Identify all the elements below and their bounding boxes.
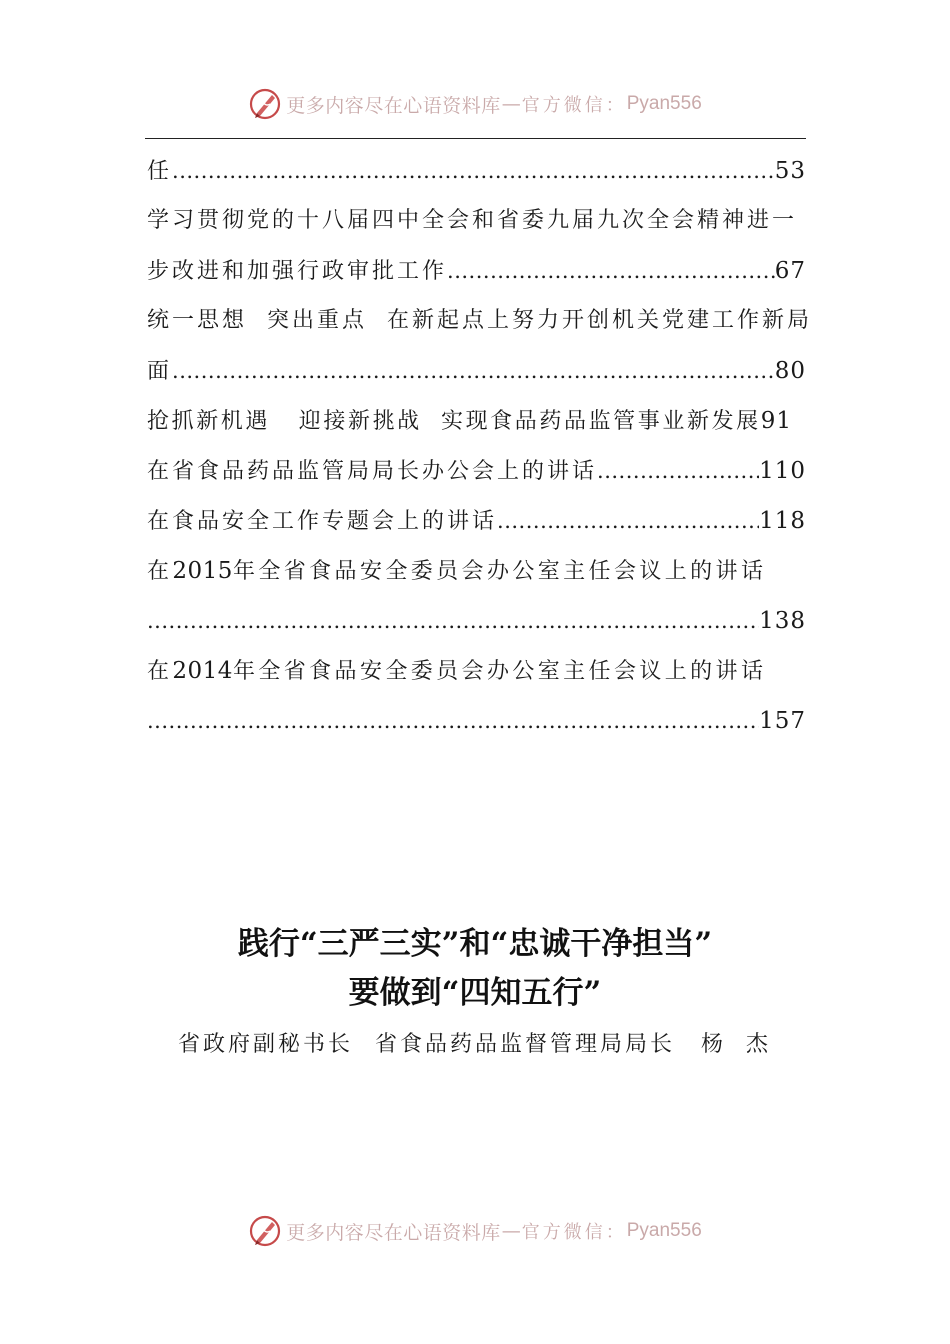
- toc-entry-title: 步改进和加强行政审批工作: [147, 259, 448, 284]
- watermark-wechat-label: 官方微信：: [521, 1222, 627, 1243]
- toc-entry[interactable]: [147, 396, 806, 446]
- watermark-brand: [248, 87, 702, 121]
- watermark-text: 更多内容尽在心语资料库: [286, 1221, 501, 1244]
- toc-page-number: 67: [774, 258, 806, 284]
- toc-page-number: 80: [774, 358, 806, 384]
- header-watermark: [0, 84, 950, 124]
- toc-entry[interactable]: [147, 346, 806, 396]
- toc-entry-year: 2015: [172, 558, 233, 584]
- toc-entry-suffix: 年全省食品安全委员会办公室主任会议上的讲话: [232, 559, 767, 584]
- watermark-separator: —: [501, 1220, 521, 1242]
- toc-entry-prefix: 在: [147, 659, 173, 684]
- watermark-wechat-id: Pyan556: [626, 93, 702, 114]
- toc-entry[interactable]: [147, 496, 806, 546]
- author-position-1: 省政府副秘书长: [178, 1032, 354, 1057]
- toc-entry[interactable]: [147, 696, 806, 746]
- toc-leader: [172, 346, 775, 396]
- watermark-brand: [248, 1214, 702, 1248]
- toc-entry-title: 在食品安全工作专题会上的讲话: [147, 509, 498, 534]
- watermark-wechat-label: 官方微信：: [521, 95, 627, 116]
- toc-entry-title: 任: [147, 159, 173, 184]
- toc-entry-prefix: 在: [147, 559, 173, 584]
- toc-entry[interactable]: [147, 296, 812, 346]
- toc-page-number: 138: [759, 608, 806, 634]
- toc-leader: [172, 146, 775, 196]
- toc-entry-title: 统一思想 突出重点 在新起点上努力开创机关党建工作新局: [147, 308, 812, 333]
- toc-leader: [597, 446, 759, 496]
- toc-entry-suffix: 年全省食品安全委员会办公室主任会议上的讲话: [232, 659, 767, 684]
- author-position-2: 省食品药品监督管理局局长: [375, 1032, 676, 1057]
- toc-entry[interactable]: [147, 446, 806, 496]
- author-name: 杨 杰: [701, 1032, 772, 1057]
- watermark-separator: —: [501, 93, 521, 115]
- toc-entry-title: 面: [147, 359, 173, 384]
- author-byline: [178, 1027, 771, 1058]
- article-title-line2: 要做到“四知五行”: [348, 975, 602, 1011]
- footer-watermark: [0, 1211, 950, 1251]
- toc-leader: [447, 246, 775, 296]
- toc-page-number: 118: [759, 508, 806, 534]
- toc-page-number: 157: [759, 708, 806, 734]
- toc-entry-title: 抢抓新机遇 迎接新挑战 实现食品药品监管事业新发展: [147, 409, 761, 434]
- toc-entry[interactable]: [147, 596, 806, 646]
- toc-entry-title: 在省食品药品监管局局长办公会上的讲话: [147, 459, 598, 484]
- toc-leader: [147, 596, 759, 646]
- toc-list: [147, 146, 812, 746]
- toc-entry-title: [147, 646, 766, 697]
- toc-entry[interactable]: [147, 546, 806, 596]
- toc-entry[interactable]: [147, 646, 806, 696]
- toc-leader: [497, 496, 759, 546]
- toc-entry[interactable]: [147, 196, 806, 246]
- watermark-text: 更多内容尽在心语资料库: [286, 94, 501, 117]
- toc-entry-title: [147, 546, 766, 597]
- toc-leader: [147, 696, 759, 746]
- pen-logo-icon: [248, 1214, 282, 1248]
- toc-page-number: 91: [760, 408, 793, 434]
- pen-logo-icon: [248, 87, 282, 121]
- toc-page-number: 53: [774, 158, 806, 184]
- toc-entry-year: 2014: [172, 658, 233, 684]
- toc-entry[interactable]: [147, 246, 806, 296]
- toc-entry[interactable]: [147, 146, 806, 196]
- toc-page-number: 110: [759, 458, 806, 484]
- watermark-wechat-id: Pyan556: [626, 1220, 702, 1241]
- article-title-line1: 践行“三严三实”和“忠诚干净担当”: [237, 926, 713, 962]
- header-divider: [145, 138, 806, 139]
- toc-entry-title: 学习贯彻党的十八届四中全会和省委九届九次全会精神进一: [147, 208, 798, 233]
